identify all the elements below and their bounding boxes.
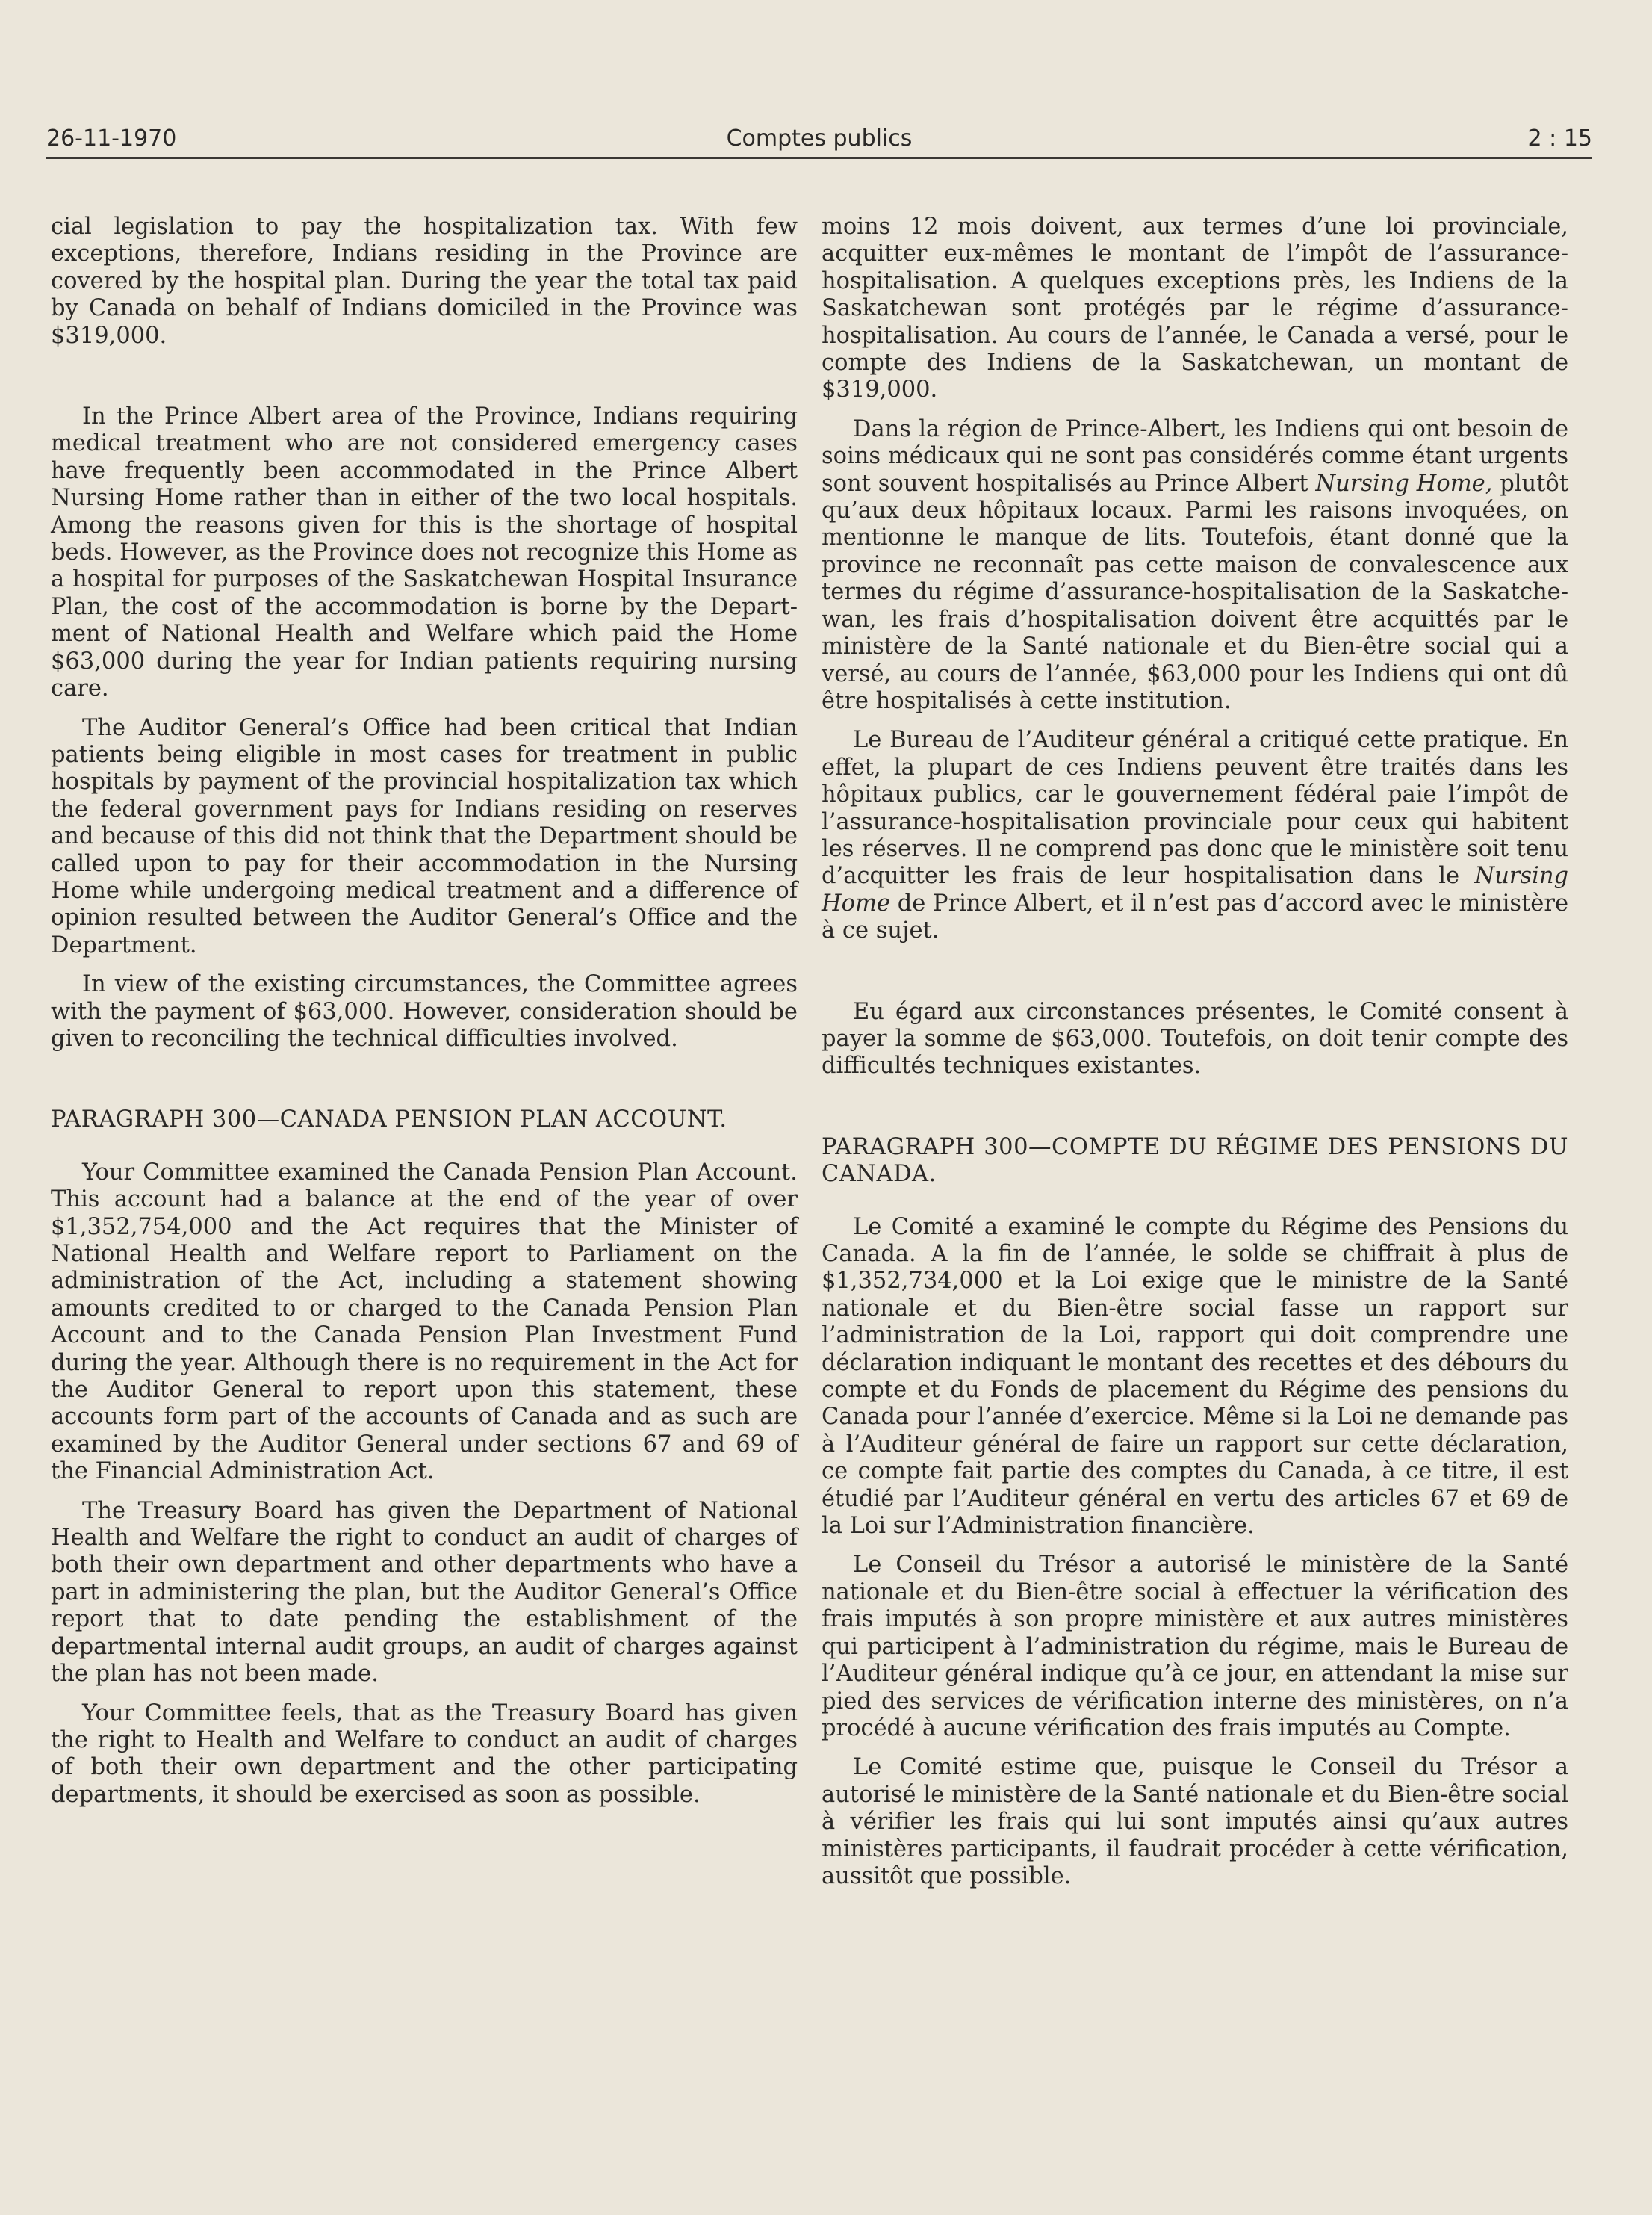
- french-paragraph-3: [822, 727, 1568, 944]
- french-paragraph-1: moins 12 mois doivent, aux termes d’une loi provinciale, acquitter eux-mêmes le montant de l’impôt de l’assurance-hospitalisation. A quelques exceptions près, les Indiens de la Saskatchewan sont protégés par le régime d’assurance-hospitalisation. Au cours de l’année, le Canada a versé, pour le compte des Indiens de la Saskatchewan, un montant de $319,000.: [822, 214, 1568, 403]
- french-column: [822, 214, 1568, 1890]
- header-date: 26-11-1970: [46, 126, 177, 152]
- header-title: Comptes publics: [726, 126, 913, 152]
- french-section-heading: PARAGRAPH 300—COMPTE DU RÉGIME DES PENSIONS DU CANADA.: [822, 1133, 1568, 1188]
- french-paragraph-2-part-b: plutôt qu’aux deux hôpitaux locaux. Parmi les raisons invoquées, on mentionne le manque de lits. Toutefois, étant donné que la province ne reconnaît pas cette maison de convalescence aux termes du régime d’assurance-hospitalisation de la Saskatchewan, les frais d’hospitalisation doivent être acquittés par le ministère de la Santé nationale et du Bien-être social qui a versé, au cours de l’année, $63,000 pour les Indiens qui ont dû être hospitalisés à cette institution.: [822, 470, 1568, 714]
- page-header: [46, 124, 1592, 158]
- english-paragraph-1: cial legislation to pay the hospitalization tax. With few exceptions, therefore, Indians residing in the Province are covered by the hospital plan. During the year the total tax paid by Canada on behalf of Indians domiciled in the Province was $319,000.: [51, 214, 798, 349]
- english-paragraph-6: The Treasury Board has given the Department of National Health and Welfare the right to conduct an audit of charges of both their own department and other departments who have a part in administering the plan, but the Auditor General’s Office report that to date pending the establishment of the departmental internal audit groups, an audit of charges against the plan has not been made.: [51, 1497, 798, 1688]
- french-paragraph-3-part-b: de Prince Albert, et il n’est pas d’accord avec le ministère à ce sujet.: [822, 890, 1568, 944]
- english-paragraph-3: The Auditor General’s Office had been critical that Indian patients being eligible in most cases for treatment in public hospitals by payment of the provincial hospitalization tax which the federal government pays for Indians residing on reserves and because of this did not think that the Department should be called upon to pay for their accommodation in the Nursing Home while undergoing medical treatment and a difference of opinion resulted between the Auditor General’s Office and the Department.: [51, 714, 798, 958]
- header-page-number: 2 : 15: [1527, 126, 1592, 152]
- french-paragraph-2: [822, 416, 1568, 715]
- english-paragraph-4: In view of the existing circumstances, the Committee agrees with the payment of $63,000. However, consideration should be given to reconciling the technical difficulties involved.: [51, 971, 798, 1052]
- english-paragraph-2: In the Prince Albert area of the Province, Indians requiring medical treatment who are not considered emergency cases have frequently been accommodated in the Prince Albert Nursing Home rather than in either of the two local hospitals. Among the reasons given for this is the shortage of hospital beds. However, as the Province does not recognize this Home as a hospital for purposes of the Saskatchewan Hospital Insurance Plan, the cost of the accommodation is borne by the Department of National Health and Welfare which paid the Home $63,000 during the year for Indian patients requiring nursing care.: [51, 403, 798, 702]
- french-paragraph-6: Le Conseil du Trésor a autorisé le ministère de la Santé nationale et du Bien-être social à effectuer la vérification des frais imputés à son propre ministère et aux autres ministères qui participent à l’administration du régime, mais le Bureau de l’Auditeur général indique qu’à ce jour, en attendant la mise sur pied des services de vérification interne des ministères, on n’a procédé à aucune vérification des frais imputés au Compte.: [822, 1552, 1568, 1741]
- english-column: [51, 214, 798, 1809]
- english-paragraph-5: Your Committee examined the Canada Pension Plan Account. This account had a balance at the end of the year of over $1,352,754,000 and the Act requires that the Minister of National Health and Welfare report to Parliament on the administration of the Act, including a statement showing amounts credited to or charged to the Canada Pension Plan Account and to the Canada Pension Plan Investment Fund during the year. Although there is no requirement in the Act for the Auditor General to report upon this statement, these accounts form part of the accounts of Canada and as such are examined by the Auditor General under sections 67 and 69 of the Financial Administration Act.: [51, 1159, 798, 1485]
- french-paragraph-2-italic: Nursing Home,: [1315, 470, 1493, 497]
- french-paragraph-2-part-a: Dans la région de Prince-Albert, les Indiens qui ont besoin de soins médicaux qui ne sont pas considérés comme étant urgents sont souvent hospitalisés au Prince Albert: [822, 415, 1568, 497]
- english-section-heading: PARAGRAPH 300—CANADA PENSION PLAN ACCOUNT.: [51, 1106, 727, 1133]
- french-paragraph-5: Le Comité a examiné le compte du Régime des Pensions du Canada. A la fin de l’année, le solde se chiffrait à plus de $1,352,734,000 et la Loi exige que le ministre de la Santé nationale et du Bien-être social fasse un rapport sur l’administration de la Loi, rapport qui doit comprendre une déclaration indiquant le montant des recettes et des débours du compte et du Fonds de placement du Régime des pensions du Canada pour l’année d’exercice. Même si la Loi ne demande pas à l’Auditeur général de faire un rapport sur cette déclaration, ce compte fait partie des comptes du Canada, à ce titre, il est étudié par l’Auditeur général en vertu des articles 67 et 69 de la Loi sur l’Administration financière.: [822, 1213, 1568, 1540]
- english-paragraph-7: Your Committee feels, that as the Treasury Board has given the right to Health and Welfare to conduct an audit of charges of both their own department and the other participating departments, it should be exercised as soon as possible.: [51, 1700, 798, 1808]
- header-rule: [46, 157, 1592, 159]
- french-paragraph-4: Eu égard aux circonstances présentes, le Comité consent à payer la somme de $63,000. Toutefois, on doit tenir compte des difficultés techniques existantes.: [822, 998, 1568, 1079]
- french-paragraph-3-italic: Nursing Home: [822, 863, 1568, 917]
- french-paragraph-7: Le Comité estime que, puisque le Conseil du Trésor a autorisé le ministère de la Santé nationale et du Bien-être social à vérifier les frais qui lui sont imputés ainsi qu’aux autres ministères participants, il faudrait procéder à cette vérification, aussitôt que possible.: [822, 1754, 1568, 1889]
- french-paragraph-3-part-a: Le Bureau de l’Auditeur général a critiqué cette pratique. En effet, la plupart de ces Indiens peuvent être traités dans les hôpitaux publics, car le gouvernement fédéral paie l’impôt de l’assurance-hospitalisation provinciale pour ceux qui habitent les réserves. Il ne comprend pas donc que le ministère soit tenu d’acquitter les frais de leur hospitalisation dans le: [822, 727, 1568, 890]
